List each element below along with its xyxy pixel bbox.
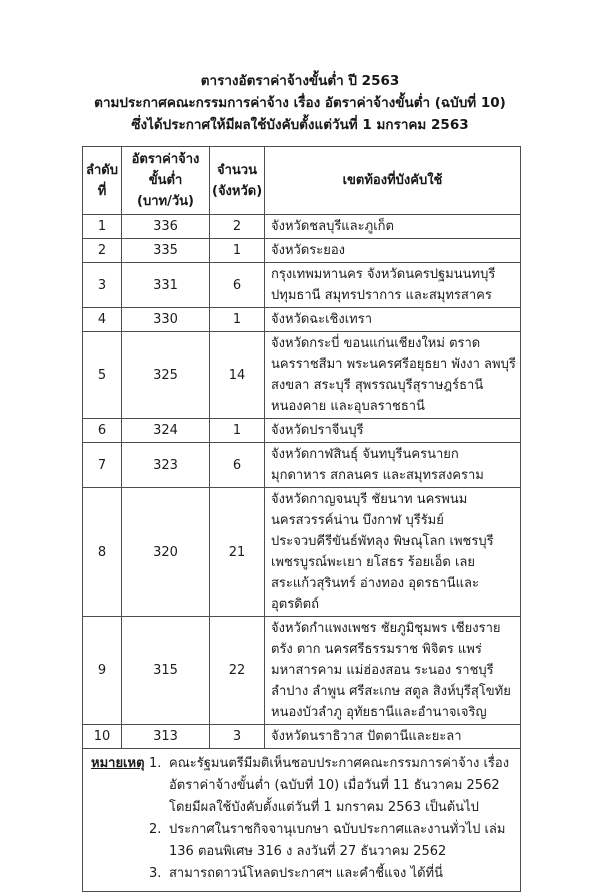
table-row bbox=[83, 617, 521, 725]
row-province-count: 3 bbox=[210, 725, 265, 749]
note-item bbox=[149, 819, 514, 863]
table-row bbox=[83, 239, 521, 263]
row-applicable-area: จังหวัดชลบุรีและภูเก็ต bbox=[265, 215, 521, 239]
header-applicable-area: เขตท้องที่บังคับใช้ bbox=[265, 147, 521, 215]
row-wage-rate: 335 bbox=[122, 239, 210, 263]
header-province-count: จำนวน (จังหวัด) bbox=[210, 147, 265, 215]
row-wage-rate: 323 bbox=[122, 443, 210, 488]
row-province-count: 22 bbox=[210, 617, 265, 725]
title-line-2: ตามประกาศคณะกรรมการค่าจ้าง เรื่อง อัตราค่าจ้างขั้นต่ำ (ฉบับที่ 10) bbox=[94, 95, 506, 111]
note-item bbox=[149, 753, 514, 819]
row-province-count: 1 bbox=[210, 239, 265, 263]
row-order-number: 6 bbox=[83, 419, 122, 443]
title-line-3: ซึ่งได้ประกาศให้มีผลใช้บังคับตั้งแต่วันที่ 1 มกราคม 2563 bbox=[131, 117, 469, 133]
row-province-count: 2 bbox=[210, 215, 265, 239]
row-wage-rate: 331 bbox=[122, 263, 210, 308]
title-line-1: ตารางอัตราค่าจ้างขั้นต่ำ ปี 2563 bbox=[200, 73, 400, 89]
table-row bbox=[83, 308, 521, 332]
row-order-number: 9 bbox=[83, 617, 122, 725]
row-wage-rate: 313 bbox=[122, 725, 210, 749]
row-applicable-area: จังหวัดฉะเชิงเทรา bbox=[265, 308, 521, 332]
table-row bbox=[83, 443, 521, 488]
row-order-number: 2 bbox=[83, 239, 122, 263]
table-row bbox=[83, 332, 521, 419]
note-number: 2. bbox=[149, 822, 162, 837]
row-province-count: 21 bbox=[210, 488, 265, 617]
document-title-block bbox=[0, 70, 600, 136]
note-number: 3. bbox=[149, 866, 162, 881]
row-order-number: 7 bbox=[83, 443, 122, 488]
row-order-number: 5 bbox=[83, 332, 122, 419]
row-applicable-area: จังหวัดกำแพงเพชร ชัยภูมิชุมพร เชียงราย ตรัง ตาก นครศรีธรรมราช พิจิตร แพร่มหาสารคาม แม่ฮ่องสอน ระนอง ราชบุรีลำปาง ลำพูน ศรีสะเกษ สตูล สิงห์บุรีสุโขทัย หนองบัวลำภู อุทัยธานีและอำนาจเจริญ bbox=[265, 617, 521, 725]
table-body bbox=[83, 215, 521, 749]
note-number: 1. bbox=[149, 756, 162, 771]
row-province-count: 1 bbox=[210, 419, 265, 443]
note-text: ประกาศในราชกิจจานุเบกษา ฉบับประกาศและงานทั่วไป เล่ม 136 ตอนพิเศษ 316 ง ลงวันที่ 27 ธันวาคม 2562 bbox=[169, 822, 506, 859]
row-province-count: 6 bbox=[210, 443, 265, 488]
row-wage-rate: 336 bbox=[122, 215, 210, 239]
row-province-count: 1 bbox=[210, 308, 265, 332]
notes-label: หมายเหตุ bbox=[91, 756, 145, 771]
row-applicable-area: จังหวัดปราจีนบุรี bbox=[265, 419, 521, 443]
row-applicable-area: จังหวัดกาญจนบุรี ชัยนาท นครพนม นครสวรรค์น่าน บึงกาฬ บุรีรัมย์ ประจวบคีรีขันธ์พัทลุง พิษณุโลก เพชรบุรี เพชรบูรณ์พะเยา ยโสธร ร้อยเอ็ด เลย สระแก้วสุรินทร์ อ่างทอง อุดรธานีและอุตรดิตถ์ bbox=[265, 488, 521, 617]
note-text: สามารถดาวน์โหลดประกาศฯ และคำชี้แจง ได้ที่นี่ bbox=[169, 866, 443, 881]
row-wage-rate: 320 bbox=[122, 488, 210, 617]
table-row bbox=[83, 419, 521, 443]
table-row bbox=[83, 725, 521, 749]
notes-section bbox=[83, 749, 521, 892]
row-wage-rate: 330 bbox=[122, 308, 210, 332]
table-row bbox=[83, 263, 521, 308]
row-order-number: 4 bbox=[83, 308, 122, 332]
row-order-number: 8 bbox=[83, 488, 122, 617]
notes-list bbox=[149, 753, 514, 885]
row-order-number: 1 bbox=[83, 215, 122, 239]
header-order-number: ลำดับ ที่ bbox=[83, 147, 122, 215]
row-applicable-area: จังหวัดนราธิวาส ปัตตานีและยะลา bbox=[265, 725, 521, 749]
row-applicable-area: จังหวัดกาฬสินธุ์ จันทบุรีนครนายก มุกดาหาร สกลนคร และสมุทรสงคราม bbox=[265, 443, 521, 488]
table-row bbox=[83, 215, 521, 239]
table-row bbox=[83, 488, 521, 617]
row-applicable-area: จังหวัดระยอง bbox=[265, 239, 521, 263]
header-wage-rate: อัตราค่าจ้างขั้นต่ำ (บาท/วัน) bbox=[122, 147, 210, 215]
row-wage-rate: 324 bbox=[122, 419, 210, 443]
row-wage-rate: 325 bbox=[122, 332, 210, 419]
table-header bbox=[83, 147, 521, 215]
minimum-wage-table bbox=[82, 146, 521, 892]
row-applicable-area: กรุงเทพมหานคร จังหวัดนครปฐมนนทบุรี ปทุมธานี สมุทรปราการ และสมุทรสาคร bbox=[265, 263, 521, 308]
row-order-number: 10 bbox=[83, 725, 122, 749]
row-province-count: 6 bbox=[210, 263, 265, 308]
row-wage-rate: 315 bbox=[122, 617, 210, 725]
row-province-count: 14 bbox=[210, 332, 265, 419]
note-text: คณะรัฐมนตรีมีมติเห็นชอบประกาศคณะกรรมการค่าจ้าง เรื่อง อัตราค่าจ้างขั้นต่ำ (ฉบับที่ 10) เมื่อวันที่ 11 ธันวาคม 2562 โดยมีผลใช้บังคับตั้งแต่วันที่ 1 มกราคม 2563 เป็นต้นไป bbox=[169, 756, 510, 815]
note-item bbox=[149, 863, 514, 885]
row-order-number: 3 bbox=[83, 263, 122, 308]
row-applicable-area: จังหวัดกระบี่ ขอนแก่นเชียงใหม่ ตราด นครราชสีมา พระนครศรีอยุธยา พังงา ลพบุรีสงขลา สระบุรี สุพรรณบุรีสุราษฎร์ธานี หนองคาย และอุบลราชธานี bbox=[265, 332, 521, 419]
